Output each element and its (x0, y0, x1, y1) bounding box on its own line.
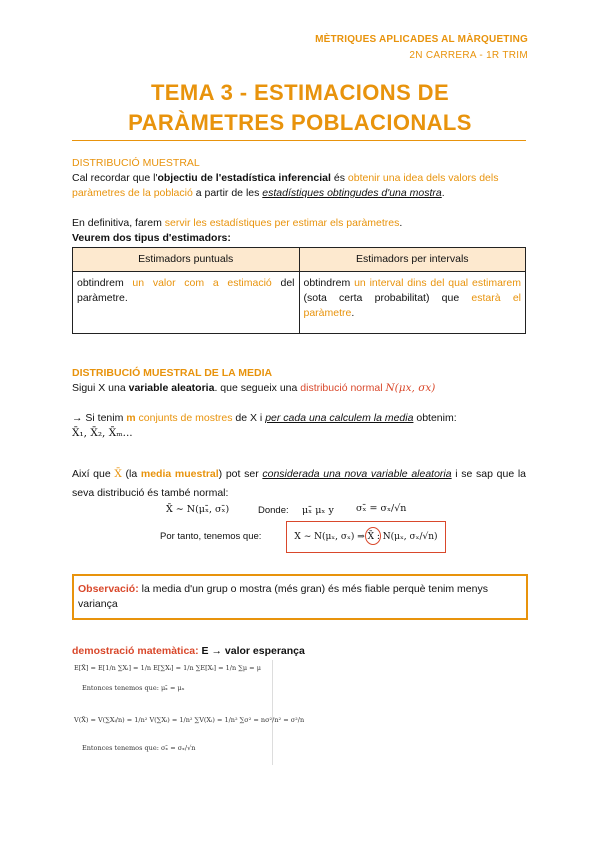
title-divider (72, 140, 526, 141)
course-term: 2N CARRERA - 1R TRIM (409, 50, 528, 61)
observation-box (72, 574, 528, 620)
section-heading-distribucio: DISTRIBUCIÓ MUESTRAL (72, 157, 200, 169)
table-cell-puntuals: obtindrem un valor com a estimació del paràmetre. (73, 272, 300, 334)
proof-line-1: E[X̄] = E[1/n ∑Xᵢ] = 1/n E[∑Xᵢ] = 1/n ∑E[Xᵢ] = 1/n ∑μ = μ (74, 664, 261, 672)
observation-text: Observació: la media d'un grup o mostra (més gran) és més fiable perquè tenim menys variança (78, 583, 488, 610)
formula-boxed: X ∼ N(μₓ, σₓ) ⇒ X̄ : N(μₓ, σₓ/√n) (286, 521, 446, 553)
title-line-1: TEMA 3 - ESTIMACIONS DE (150, 80, 450, 105)
formula-donde: Donde: (258, 505, 289, 516)
formula-sigma: σₓ̄ = σₓ/√n (356, 503, 407, 514)
title-line-2: PARÀMETRES POBLACIONALS (128, 110, 472, 135)
proof-line-3: V(X̄) = V(∑Xᵢ/n) = 1/n² V(∑Xᵢ) = 1/n² ∑V(Xᵢ) = 1/n² ∑σ² = nσ²/n² = σ²/n (74, 716, 305, 724)
paragraph-media-muestral: Així que X̄ (la media muestral) pot ser considerada una nova variable aleatoria i se sap que la seva distribució és també normal: (72, 468, 527, 499)
formula-por-tanto: Por tanto, tenemos que: (160, 531, 262, 542)
paragraph-variable: Sigui X una variable aleatoria. que segueix una distribució normal N(μx, σx) (72, 382, 436, 394)
proof-line-2: Entonces tenemos que: μₓ̄ = μₓ (82, 684, 185, 692)
paragraph-mostres: → Si tenim m conjunts de mostres de X i per cada una calculem la media obtenim: X̄₁, X̄₂, X̄ₘ... (72, 412, 457, 439)
highlight-circle (365, 527, 381, 545)
proof-line-4: Entonces tenemos que: σₓ̄ = σₓ/√n (82, 744, 196, 752)
table-header-intervals: Estimadors per intervals (299, 248, 526, 272)
formula-mu: μₓ̄ μₓ y (302, 505, 334, 516)
table-cell-intervals: obtindrem un interval dins del qual estimarem (sota certa probabilitat) que estarà el paràmetre. (299, 272, 526, 334)
formula-distribution: X̄ ∼ N(μₓ̄, σₓ̄) (166, 504, 230, 515)
paragraph-objectiu: Cal recordar que l'objectiu de l'estadística inferencial és obtenir una idea dels valors dels paràmetres de la població a partir de les estadístiques obtingudes d'una mostra. (72, 172, 499, 199)
proof-image (72, 660, 305, 765)
estimators-table (72, 247, 526, 334)
section-heading-demostracio: demostració matemàtica: E → valor esperança (72, 645, 305, 657)
page-title (70, 78, 530, 138)
course-name: MÈTRIQUES APLICADES AL MÀRQUETING (315, 34, 528, 45)
table-header-puntuals: Estimadors puntuals (73, 248, 300, 272)
paragraph-definitiva: En definitiva, farem servir les estadístiques per estimar els paràmetres. (72, 217, 403, 229)
paragraph-tipus: Veurem dos tipus d'estimadors: (72, 232, 231, 244)
section-heading-media: DISTRIBUCIÓ MUESTRAL DE LA MEDIA (72, 367, 273, 379)
